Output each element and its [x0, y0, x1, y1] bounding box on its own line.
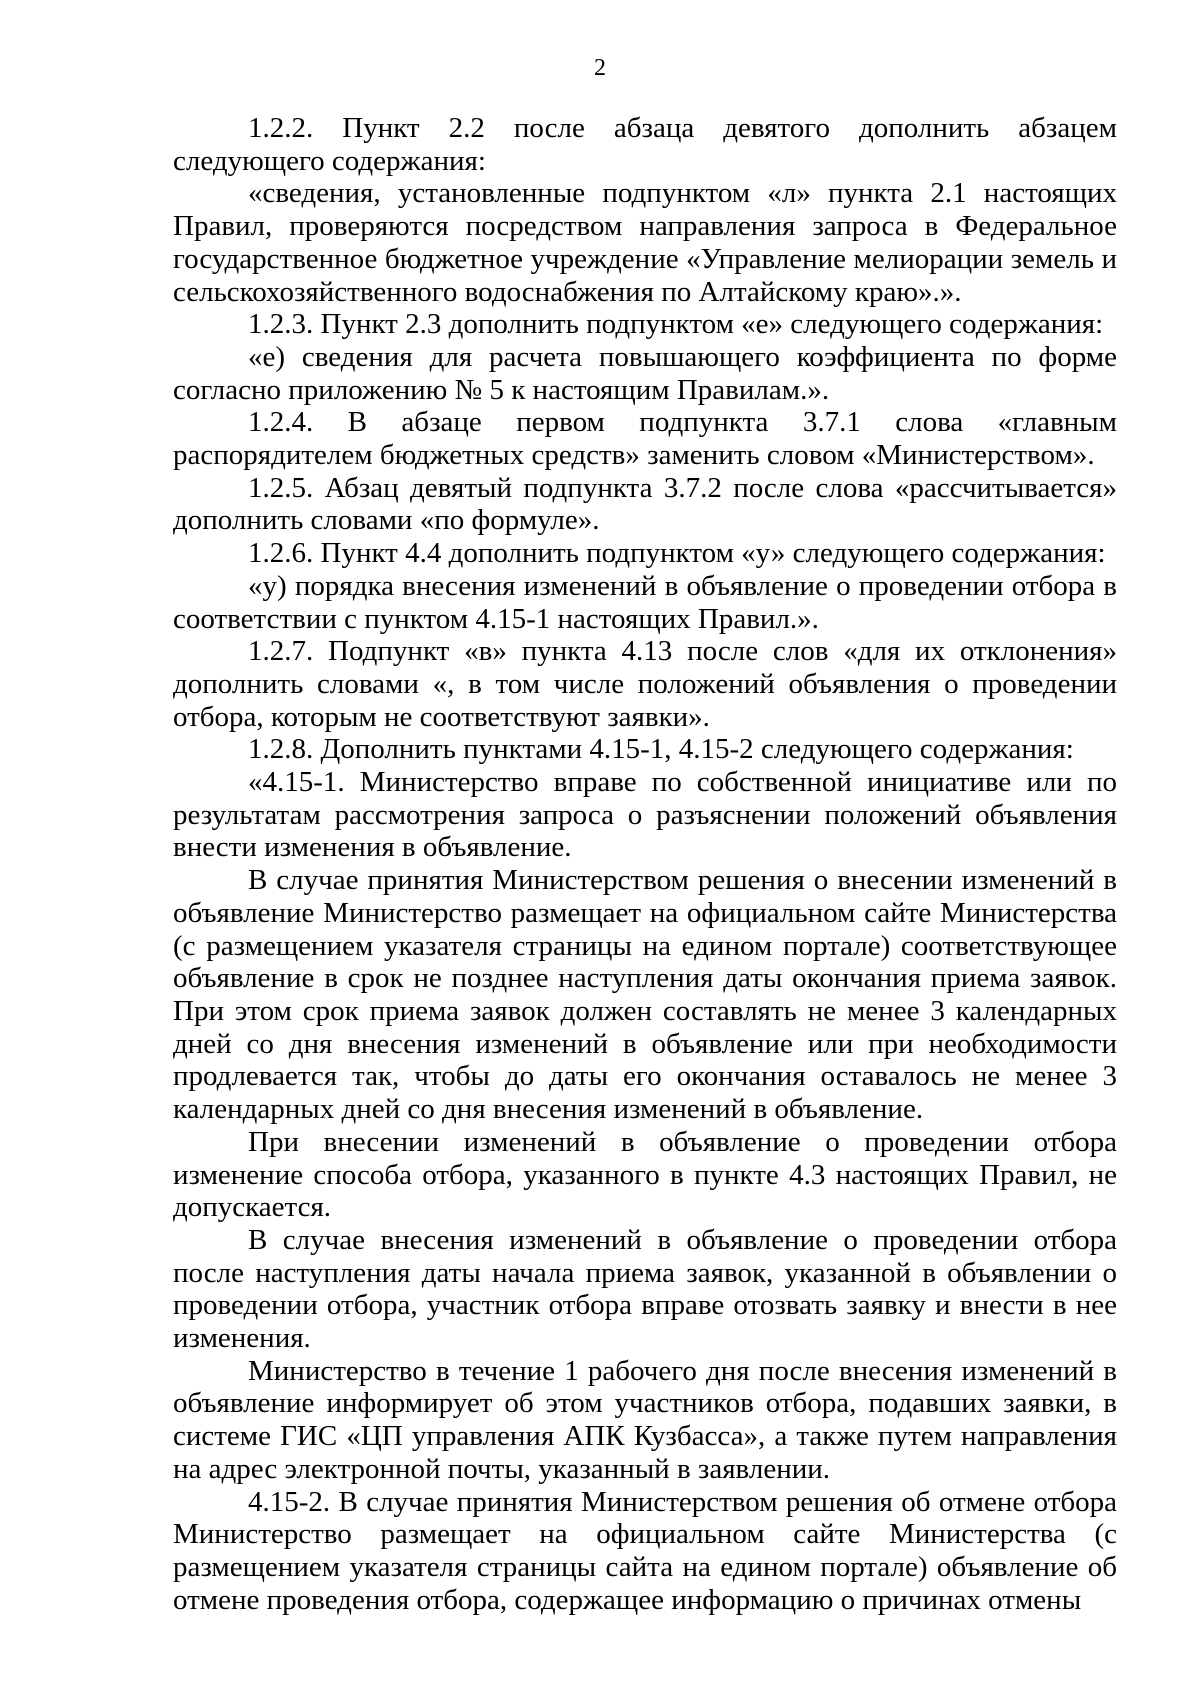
paragraph-quote-e: «е) сведения для расчета повышающего коэффициента по форме согласно приложению № 5 к настоящим Правилам.».: [173, 340, 1117, 406]
paragraph-4-15-2: 4.15-2. В случае принятия Министерством решения об отмене отбора Министерство размещает на официальном сайте Министерства (с размещением указателя страницы сайта на едином портале) объявление об отмене проведения отбора, содержащее информацию о причинах отмены: [173, 1485, 1117, 1616]
document-body: [173, 112, 1117, 1616]
paragraph-quote-svedeniya: «сведения, установленные подпунктом «л» пункта 2.1 настоящих Правил, проверяются посредством направления запроса в Федеральное государственное бюджетное учреждение «Управление мелиорации земель и сельскохозяйственного водоснабжения по Алтайскому краю».».: [173, 177, 1117, 308]
paragraph-changes-publication: В случае принятия Министерством решения о внесении изменений в объявление Министерство размещает на официальном сайте Министерства (с размещением указателя страницы на едином портале) соответствующее объявление в срок не позднее наступления даты окончания приема заявок. При этом срок приема заявок должен составлять не менее 3 календарных дней со дня внесения изменений в объявление или при необходимости продлевается так, чтобы до даты его окончания оставалось не менее 3 календарных дней со дня внесения изменений в объявление.: [173, 864, 1117, 1126]
paragraph-4-15-1: «4.15-1. Министерство вправе по собственной инициативе или по результатам рассмотрения запроса о разъяснении положений объявления внести изменения в объявление.: [173, 766, 1117, 864]
paragraph-1-2-2: 1.2.2. Пункт 2.2 после абзаца девятого дополнить абзацем следующего содержания:: [173, 112, 1117, 177]
paragraph-selection-method: При внесении изменений в объявление о проведении отбора изменение способа отбора, указанного в пункте 4.3 настоящих Правил, не допускается.: [173, 1125, 1117, 1224]
paragraph-quote-u: «у) порядка внесения изменений в объявление о проведении отбора в соответствии с пунктом 4.15-1 настоящих Правил.».: [173, 569, 1117, 635]
paragraph-1-2-8: 1.2.8. Дополнить пунктами 4.15-1, 4.15-2 следующего содержания:: [248, 733, 1074, 766]
paragraph-participant-notification: Министерство в течение 1 рабочего дня после внесения изменений в объявление информирует об этом участников отбора, подавших заявки, в системе ГИС «ЦП управления АПК Кузбасса», а также путем направления на адрес электронной почты, указанный в заявлении.: [173, 1354, 1117, 1485]
paragraph-1-2-6: 1.2.6. Пункт 4.4 дополнить подпунктом «у» следующего содержания:: [248, 537, 1106, 570]
page-number: 2: [594, 55, 606, 81]
paragraph-1-2-7: 1.2.7. Подпункт «в» пункта 4.13 после слов «для их отклонения» дополнить словами «, в том числе положений объявления о проведении отбора, которым не соответствуют заявки».: [173, 635, 1117, 733]
paragraph-1-2-4: 1.2.4. В абзаце первом подпункта 3.7.1 слова «главным распорядителем бюджетных средств» заменить словом «Министерством».: [173, 406, 1117, 472]
paragraph-application-withdrawal: В случае внесения изменений в объявление о проведении отбора после наступления даты начала приема заявок, указанной в объявлении о проведении отбора, участник отбора вправе отозвать заявку и внести в нее изменения.: [173, 1223, 1117, 1355]
paragraph-1-2-3: 1.2.3. Пункт 2.3 дополнить подпунктом «е» следующего содержания:: [248, 308, 1104, 341]
paragraph-1-2-5: 1.2.5. Абзац девятый подпункта 3.7.2 после слова «рассчитывается» дополнить словами «по формуле».: [173, 471, 1117, 537]
